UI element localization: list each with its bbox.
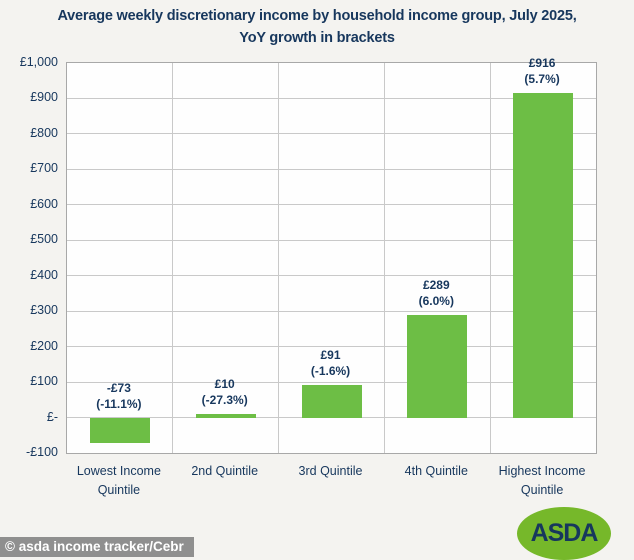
y-axis-tick-label: £900 bbox=[30, 90, 58, 105]
chart-title-line2: YoY growth in brackets bbox=[239, 30, 395, 46]
bar-lowest-income-quintile bbox=[90, 418, 150, 444]
y-axis-tick-label: £400 bbox=[30, 267, 58, 282]
y-axis-tick-label: £100 bbox=[30, 374, 58, 389]
bar-value: £289 bbox=[422, 278, 450, 293]
bar-yoy-growth: (-1.6%) bbox=[310, 364, 351, 379]
x-axis-label-4th-quintile: 4th Quintile bbox=[404, 464, 468, 478]
y-axis-tick-label: £700 bbox=[30, 161, 58, 176]
bar-value-label-2nd-quintile bbox=[170, 376, 280, 408]
bar-2nd-quintile bbox=[196, 414, 256, 418]
bar-3rd-quintile bbox=[302, 385, 362, 417]
bar-value-label-4th-quintile bbox=[381, 277, 491, 309]
asda-logo bbox=[517, 507, 611, 560]
x-axis-label-3rd-quintile: 3rd Quintile bbox=[298, 464, 363, 478]
bar-yoy-growth: (6.0%) bbox=[418, 294, 454, 309]
bar-value-label-3rd-quintile bbox=[276, 347, 386, 379]
bar-value-label-lowest-income-quintile bbox=[64, 380, 174, 412]
bar-value: -£73 bbox=[106, 380, 131, 395]
bar-4th-quintile bbox=[407, 315, 467, 417]
gridline-vertical bbox=[384, 63, 385, 453]
y-axis-tick-label: £- bbox=[46, 409, 58, 424]
bar-value: £91 bbox=[320, 348, 341, 363]
bar-yoy-growth: (-11.1%) bbox=[96, 396, 142, 411]
bar-value-label-highest-income-quintile bbox=[487, 55, 597, 87]
gridline-vertical bbox=[490, 63, 491, 453]
bar-value: £10 bbox=[214, 377, 235, 391]
y-axis-tick-label: £600 bbox=[30, 196, 58, 211]
asda-logo-text: ASDA bbox=[530, 519, 598, 547]
x-axis-label-lowest-income-quintile: Lowest Income Quintile bbox=[76, 464, 161, 497]
y-axis-tick-label: £200 bbox=[30, 338, 58, 353]
y-axis-tick-label: -£100 bbox=[26, 445, 58, 459]
copyright-note: © asda income tracker/Cebr bbox=[0, 537, 194, 557]
y-axis-tick-label: £300 bbox=[30, 303, 58, 318]
x-axis-label-2nd-quintile: 2nd Quintile bbox=[191, 464, 259, 478]
bar-highest-income-quintile bbox=[513, 93, 573, 418]
y-axis-tick-label: £500 bbox=[30, 232, 58, 247]
bar-yoy-growth: (-27.3%) bbox=[201, 393, 248, 407]
y-axis-tick-label: £1,000 bbox=[19, 55, 58, 69]
x-axis-label-highest-income-quintile: Highest Income Quintile bbox=[498, 464, 586, 497]
bar-yoy-growth: (5.7%) bbox=[524, 71, 560, 86]
chart-title bbox=[0, 5, 634, 49]
y-axis-tick-label: £800 bbox=[30, 125, 58, 140]
chart-title-line1: Average weekly discretionary income by household income group, July 2025, bbox=[57, 8, 577, 24]
bar-value: £916 bbox=[528, 55, 556, 70]
